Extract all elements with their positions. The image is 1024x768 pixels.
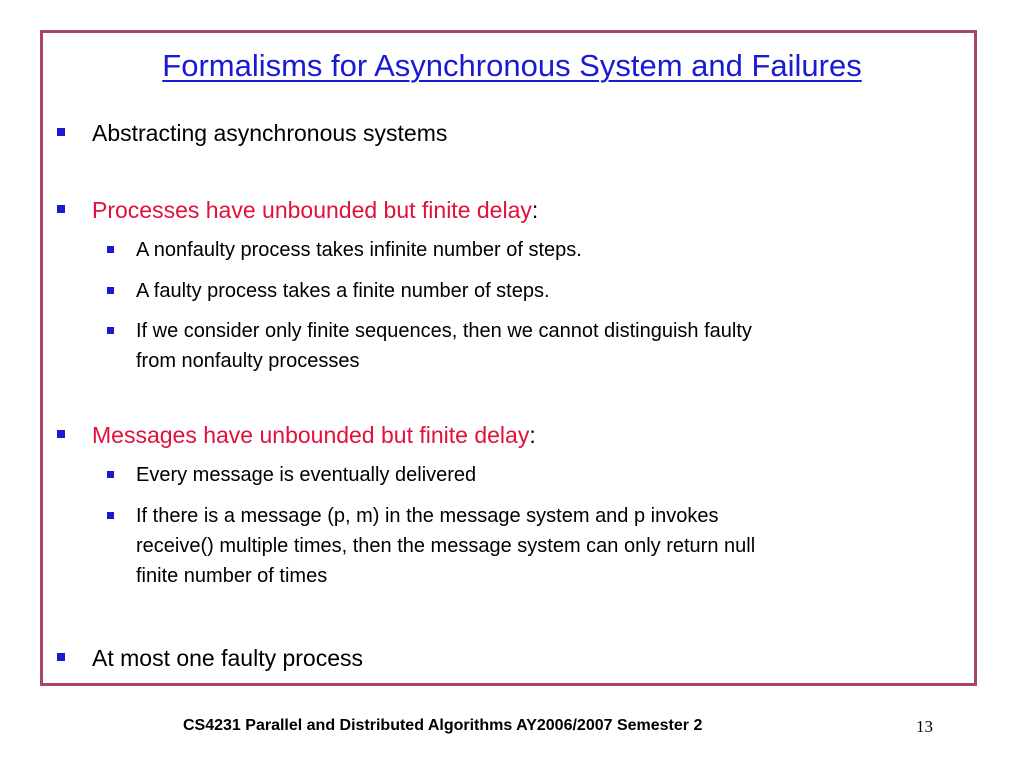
sub-bullet-marker [107, 512, 114, 519]
bullet-marker [57, 430, 65, 438]
sub-bullet-marker [107, 471, 114, 478]
sub-bullet-text: receive() multiple times, then the message system can only return null [136, 535, 756, 557]
sub-bullet-marker [107, 287, 114, 294]
sub-bullet-text: Every message is eventually delivered [136, 464, 477, 486]
bullet-marker [57, 128, 65, 136]
bullet-text [92, 420, 536, 450]
bullet-suffix: : [529, 422, 536, 448]
sub-bullet-marker [107, 246, 114, 253]
sub-bullet-text: from nonfaulty processes [136, 350, 360, 372]
bullet-text: At most one faulty process [92, 645, 364, 671]
bullet-highlight: Messages have unbounded but finite delay [92, 422, 530, 448]
page-number: 13 [916, 717, 933, 736]
bullet-marker [57, 205, 65, 213]
sub-bullet-text: If there is a message (p, m) in the message system and p invokes [136, 505, 719, 527]
bullet-highlight: Processes have unbounded but finite delay [92, 197, 532, 223]
sub-bullet-text: A faulty process takes a finite number of steps. [136, 280, 550, 302]
sub-bullet-text: finite number of times [136, 565, 328, 587]
sub-bullet-text: A nonfaulty process takes infinite number of steps. [136, 239, 582, 261]
slide-title: Formalisms for Asynchronous System and Failures [162, 48, 862, 83]
sub-bullet-text: If we consider only finite sequences, then we cannot distinguish faulty [136, 320, 752, 342]
bullet-suffix: : [531, 197, 539, 223]
bullet-text: Abstracting asynchronous systems [92, 120, 448, 146]
sub-bullet-marker [107, 327, 114, 334]
bullet-marker [57, 653, 65, 661]
footer-course: CS4231 Parallel and Distributed Algorithms AY2006/2007 Semester 2 [183, 717, 703, 734]
bullet-text [92, 195, 538, 225]
